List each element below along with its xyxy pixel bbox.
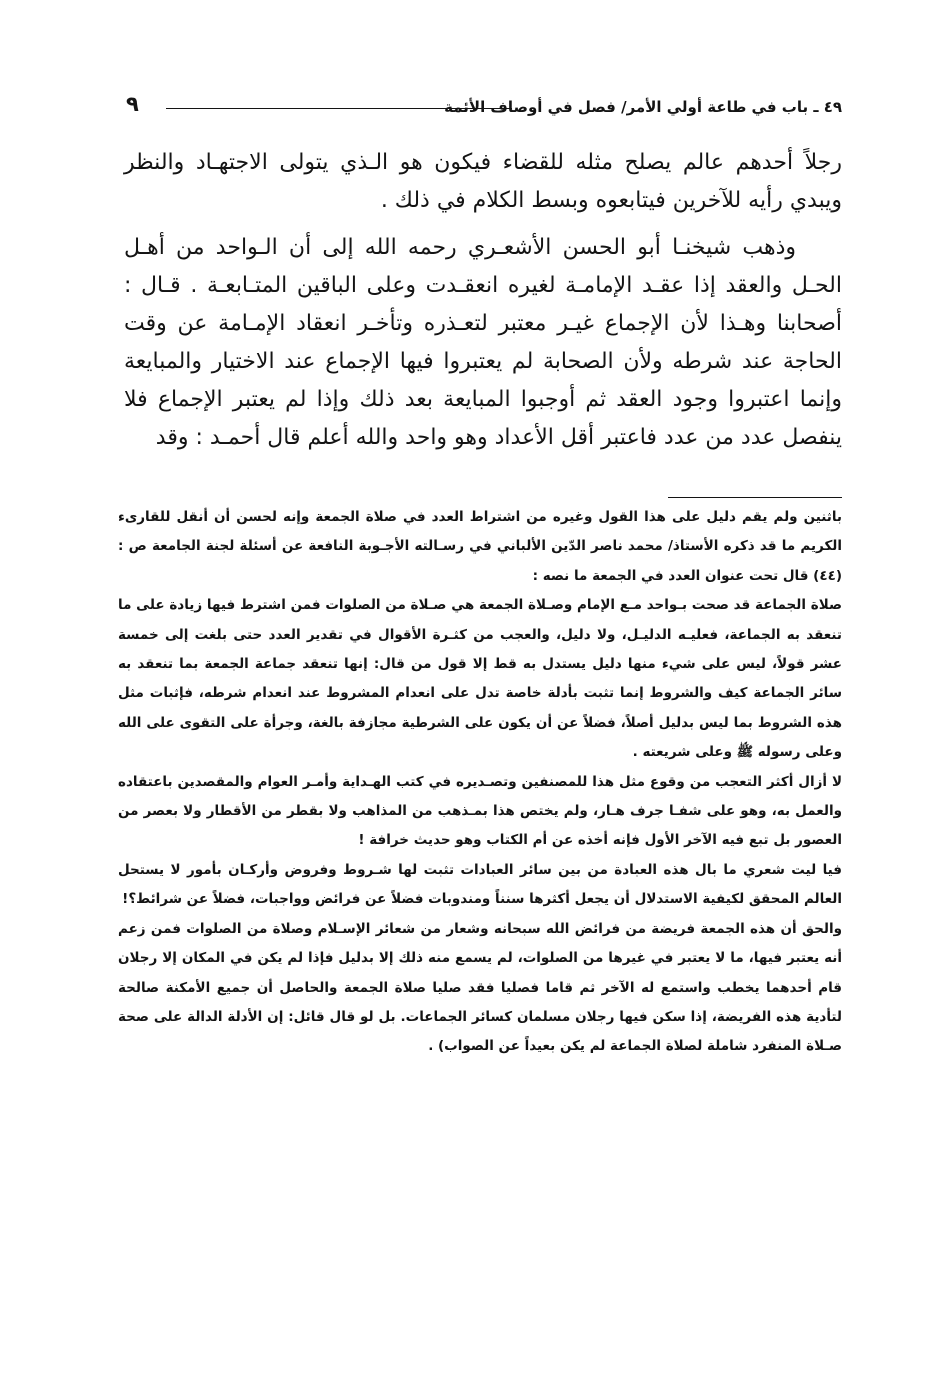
main-body-text (124, 144, 842, 466)
footnote-paragraph: باثنين ولم يقم دليل على هذا القول وغيره من اشتراط العدد في صلاة الجمعة وإنه لحسن أن أنقل للقارىء الكريم ما قد ذكره الأستاذ/ محمد ناصر الدّين الألباني في رسـالته الأجـوبة النافعة عن أسئلة لجنة الجامعة ص : (٤٤) قال تحت عنوان العدد في الجمعة ما نصه : (118, 509, 842, 584)
footnote-divider (668, 497, 842, 498)
page-number: ٩ (126, 92, 139, 116)
body-paragraph: وذهب شيخنـا أبو الحسن الأشعـري رحمه الله إلى أن الـواحد من أهـل الحـل والعقد إذا عقـد الإمامـة لغيره انعقـدت وعلى الباقين المتـابعـة . قـال : أصحابنا وهـذا لأن الإجماع غيـر معتبر لتعـذره وتأخـر انعقاد الإمـامة عن وقت الحاجة عند شرطه ولأن الصحابة لم يعتبروا فيها الإجماع عند الاختيار والمبايعة وإنما اعتبروا وجود العقد ثم أوجبوا المبايعة بعد ذلك وإذا لم يعتبر الإجماع فلا ينفصل عدد من عدد فاعتبر أقل الأعداد وهو واحد والله أعلم قال أحمـد : وقد (124, 235, 842, 450)
footnote-paragraph: والحق أن هذه الجمعة فريضة من فرائض الله سبحانه وشعار من شعائر الإسـلام وصلاة من الصلوات فمن زعم أنه يعتبر فيها، ما لا يعتبر في غيرها من الصلوات، لم يسمع منه ذلك إلا بدليل فإذا لم يكن في المكان إلا رجلان قام أحدهما يخطب واستمع له الآخر ثم قاما فصليا فقد صليا صلاة الجمعة والحاصل أن جميع الأمكنة صالحة لتأدية هذه الفريضة، إذا سكن فيها رجلان مسلمان كسائر الجماعات. بل لو قال قائل: إن الأدلة الدالة على صحة صـلاة المنفرد شاملة لصلاة الجماعة لم يكن بعيداً عن الصواب) . (118, 920, 842, 1055)
footnote-paragraph: صلاة الجماعة قد صحت بـواحد مـع الإمام وصـلاة الجمعة هي صـلاة من الصلوات فمن اشترط فيها زيادة على ما تنعقد به الجماعة، فعليـه الدليـل، ولا دليل، والعجب من كثـرة الأقوال في تقدير العدد حتى بلغت إلى خمسة عشر قولاً، ليس على شيء منها دليل يستدل به قط إلا قول من قال: إنها تنعقد جماعة الجمعة بما تنعقد به سائر الجماعة كيف والشروط إنما تثبت بأدلة خاصة تدل على انعدام المشروط عند انعدام شرطه، فإثبات مثل هذه الشروط بما ليس بدليل أصلاً، فضلاً عن أن يكون على الشرطية مجازفة بالغة، وجرأة على التقوى على الله وعلى رسوله ﷺ وعلى شريعته . (118, 597, 842, 761)
body-paragraph: رجلاً أحدهم عالم يصلح مثله للقضاء فيكون هو الـذي يتولى الاجتهـاد والنظر ويبدي رأيه للآخرين فيتابعوه وبسط الكلام في ذلك . (124, 150, 842, 213)
chapter-title: ٤٩ ـ باب في طاعة أولي الأمر/ فصل في أوصاف الأئمة (444, 98, 842, 116)
running-header (118, 90, 842, 126)
footnote-paragraph: فيا ليت شعري ما بال هذه العبادة من بين سائر العبادات تثبت لها شـروط وفروض وأركـان بأمور لا يستحل العالم المحقق لكيفية الاستدلال أن يجعل أكثرها سنناً ومندوبات فضلاً عن فرائض وواجبات، فضلاً عن شرائط؟! (118, 861, 842, 908)
header-divider (166, 108, 512, 109)
footnote-paragraph: لا أزال أكثر التعجب من وقوع مثل هذا للمصنفين وتصـديره في كتب الهـداية وأمـر العوام والمقصدين باعتقاده والعمل به، وهو على شفـا جرف هـار، ولم يختص هذا بمـذهب من المذاهب ولا بقطر من الأقطار ولا بعصر من العصور بل تبع فيه الآخر الأول فإنه أخذه عن أم الكتاب وهو حديث خرافة ! (118, 773, 842, 849)
footnotes (118, 503, 842, 1062)
